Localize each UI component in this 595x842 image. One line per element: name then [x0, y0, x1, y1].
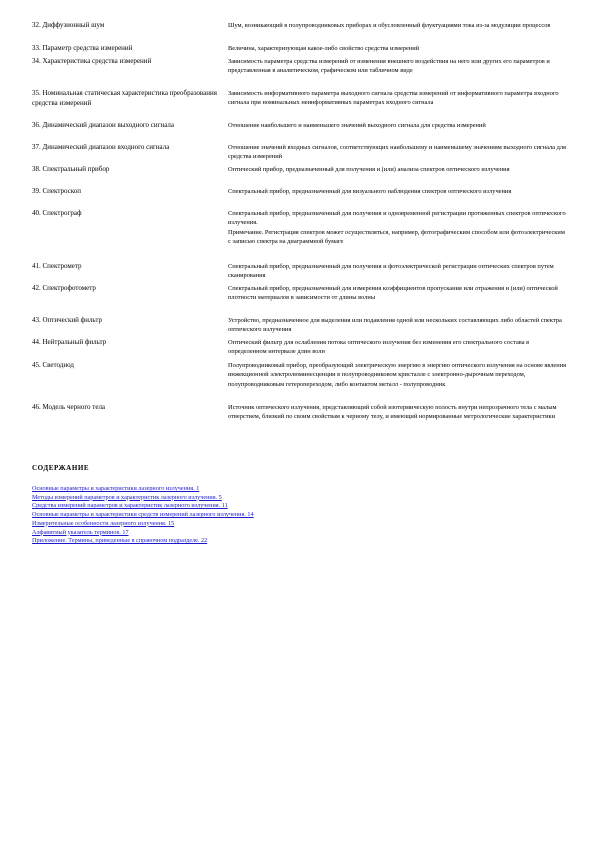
table-of-contents	[32, 485, 452, 546]
term-definition: Шум, возникающий в полупроводниковых приборах и обусловленный флуктуациями тока из-за модуляции процессов	[228, 22, 551, 29]
term-definition: Оптический прибор, предназначенный для получения и (или) анализа спектров оптического излучения	[228, 166, 510, 173]
term-name: 41. Спектрометр	[32, 262, 82, 270]
term-definition: Зависимость параметра средства измерений от изменения внешнего воздействия на него или других его параметров и представленная в аналитическом, графическом или табличном виде	[228, 58, 550, 75]
term-name: 40. Спектрограф	[32, 209, 82, 217]
term-definition: Зависимость информативного параметра выходного сигнала средства измерений от информативного параметра входного сигнала при номинальных неинформативных параметрах входного сигнала	[228, 90, 559, 107]
term-name: 46. Модель черного тела	[32, 403, 106, 411]
toc-link[interactable]: Основные параметры и характеристики лазерного излучения. 1	[32, 485, 200, 492]
term-definition: Оптический фильтр для ослабления потока оптического излучения без изменения его спектрального состава в определенном интервале длин волн	[228, 339, 530, 356]
toc-link[interactable]: Методы измерений параметров и характеристик лазерного излучения. 5	[32, 493, 222, 501]
term-name: 38. Спектральный прибор	[32, 165, 110, 173]
toc-link[interactable]: Средства измерений параметров и характеристик лазерного излучения. 11	[32, 502, 228, 510]
toc-link[interactable]: Алфавитный указатель терминов. 17	[32, 528, 129, 536]
term-name: 39. Спектроскоп	[32, 187, 82, 195]
term-definition: Источник оптического излучения, представляющий собой изотермическую полость внутри непрозрачного тела с малым отверстием, близкий по своим свойствам к черному телу, и имеющий нормированные метрологические характеристики	[228, 404, 557, 421]
term-definition: Спектральный прибор, предназначенный для визуального наблюдения спектров оптического излучения	[228, 188, 512, 195]
term-name: 35. Номинальная статическая характеристика преобразования средства измерений	[32, 89, 217, 107]
toc-link[interactable]: Основные параметры и характеристики средств измерений лазерного излучения. 14	[32, 511, 254, 519]
term-name: 32. Диффузионный шум	[32, 21, 105, 29]
term-definition: Спектральный прибор, предназначенный для измерения коэффициентов пропускания или отражения и (или) оптической плотности материалов в зависимости от длины волны	[228, 285, 558, 302]
term-name: 33. Параметр средства измерений	[32, 44, 133, 52]
term-definition: Спектральный прибор, предназначенный для получения и фотоэлектрической регистрации оптических спектров путем сканирования	[228, 263, 554, 280]
term-name: 34. Характеристика средства измерений	[32, 57, 152, 65]
toc-link[interactable]: Измерительные особенности лазерного излучения. 15	[32, 519, 175, 527]
term-name: 42. Спектрофотометр	[32, 284, 96, 292]
term-definition: Устройство, предназначенное для выделения или подавления одной или нескольких составляющих либо областей спектра оптического излучения	[228, 317, 562, 334]
term-definition: Полупроводниковый прибор, преобразующий электрическую энергию в энергию оптического излучения на основе явления инжекционной электролюминесценции в полупроводниковом кристалле с электронно-дырочным переходом, полупроводниковым гетеропереходом, либо контактом металл - полупроводник	[228, 362, 567, 388]
toc-link[interactable]: Приложение. Термины, приведенные в справочном подразделе. 22	[32, 537, 208, 545]
term-name: 45. Светодиод	[32, 361, 74, 369]
toc-title: СОДЕРЖАНИЕ	[32, 464, 90, 472]
term-name: 43. Оптический фильтр	[32, 316, 103, 324]
term-definition: Величина, характеризующая какое-либо свойство средства измерений	[228, 45, 420, 52]
term-definition: Отношение значений входных сигналов, соответствующих наибольшему и наименьшему значениям выходного сигнала для средства измерений	[228, 144, 566, 161]
term-definition: Отношение наибольшего и наименьшего значений выходного сигнала для средства измерений	[228, 122, 486, 129]
term-name: 36. Динамический диапазон выходного сигнала	[32, 121, 175, 129]
term-definition: Спектральный прибор, предназначенный для получения и одновременной регистрации протяженных спектров оптического излучения. Примечание. Регистрация спектров может осуществляться, например, фотографическим способом или фотоэлектрическим с записью спектра на диаграммной бумаге	[228, 210, 566, 246]
term-name: 37. Динамический диапазон входного сигнала	[32, 143, 170, 151]
term-name: 44. Нейтральный фильтр	[32, 338, 107, 346]
